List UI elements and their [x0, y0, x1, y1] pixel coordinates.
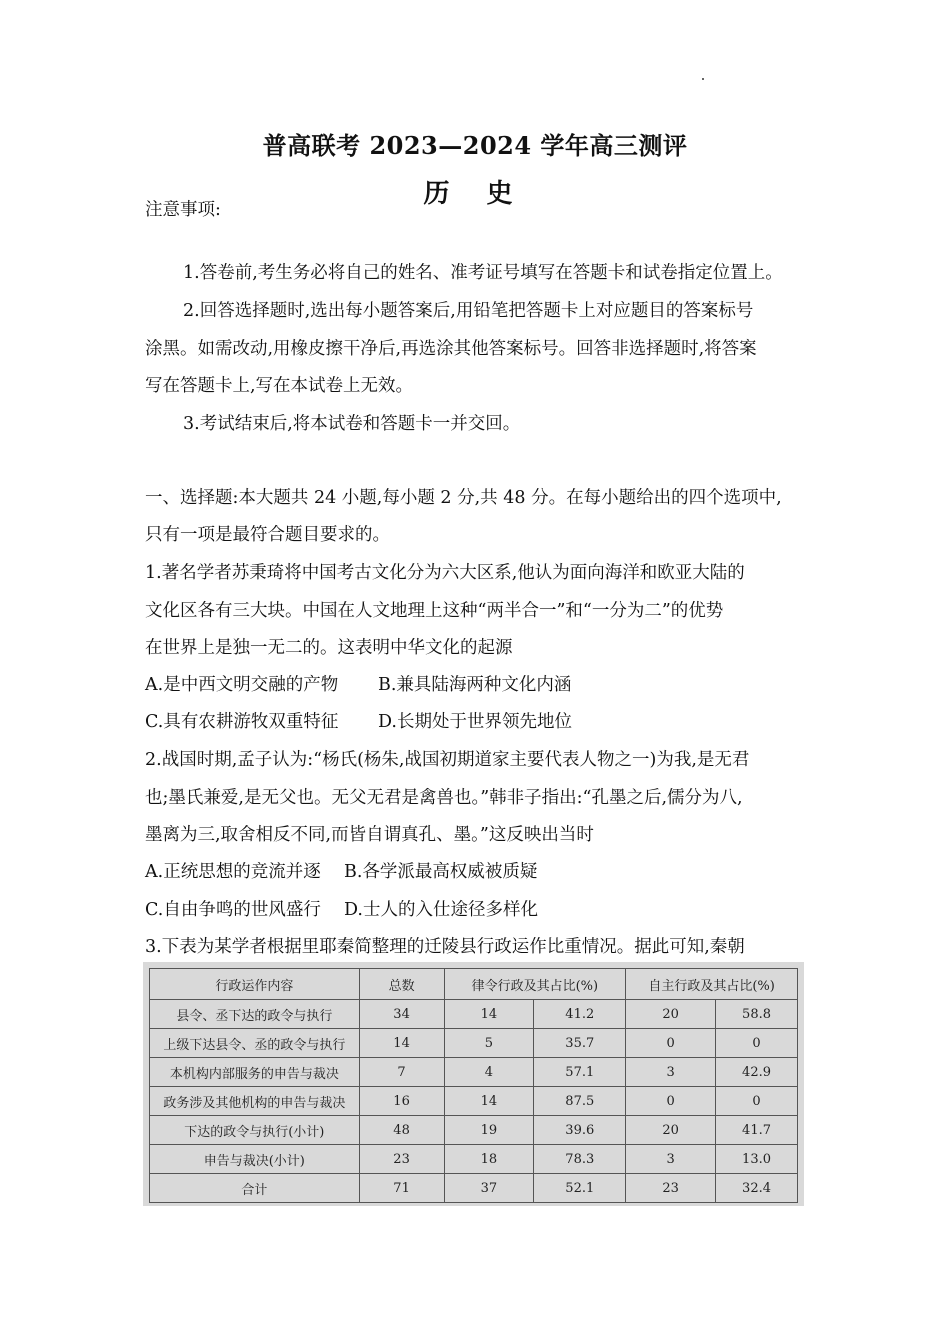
exam-title: 普高联考 2023—2024 学年高三测评	[262, 131, 688, 160]
table-row	[150, 1087, 798, 1116]
table-cell: 78.3	[534, 1145, 626, 1174]
section-instructions-line-1: 一、选择题:本大题共 24 小题,每小题 2 分,共 48 分。在每小题给出的四个选项中,	[145, 488, 782, 508]
subject-title: 历 史	[423, 179, 527, 209]
q3-stem-line-1: 3.下表为某学者根据里耶秦简整理的迁陵县行政运作比重情况。据此可知,秦朝	[145, 937, 745, 957]
table-cell: 39.6	[534, 1116, 626, 1145]
q1-option-b: B.兼具陆海两种文化内涵	[378, 675, 572, 695]
table-cell: 3	[626, 1145, 716, 1174]
q2-stem-line-3: 墨离为三,取舍相反不同,而皆自谓真孔、墨。”这反映出当时	[145, 825, 594, 845]
section-instructions-line-2: 只有一项是最符合题目要求的。	[145, 525, 390, 545]
q2-stem-line-1: 2.战国时期,孟子认为:“杨氏(杨朱,战国初期道家主要代表人物之一)为我,是无君	[145, 750, 750, 770]
table-cell: 0	[716, 1029, 798, 1058]
table-cell: 34	[359, 1000, 444, 1029]
table-cell: 58.8	[716, 1000, 798, 1029]
notice-item-1: 1.答卷前,考生务必将自己的姓名、准考证号填写在答题卡和试卷指定位置上。	[183, 263, 783, 283]
notice-item-2-line-2: 涂黑。如需改动,用橡皮擦干净后,再选涂其他答案标号。回答非选择题时,将答案	[145, 339, 757, 359]
table-cell: 48	[359, 1116, 444, 1145]
notice-heading: 注意事项:	[145, 200, 221, 220]
table-cell: 0	[626, 1029, 716, 1058]
q1-stem-line-1: 1.著名学者苏秉琦将中国考古文化分为六大区系,他认为面向海洋和欧亚大陆的	[145, 563, 745, 583]
table-cell: 14	[444, 1000, 534, 1029]
table-cell: 县令、丞下达的政令与执行	[150, 1000, 360, 1029]
q1-stem-line-2: 文化区各有三大块。中国在人文地理上这种“两半合一”和“一分为二”的优势	[145, 601, 724, 621]
admin-operation-table-photo	[143, 962, 804, 1206]
admin-operation-table	[149, 968, 798, 1203]
table-row	[150, 1029, 798, 1058]
table-cell: 23	[359, 1145, 444, 1174]
table-cell: 7	[359, 1058, 444, 1087]
table-cell: 37	[444, 1174, 534, 1203]
q2-option-c: C.自由争鸣的世风盛行	[145, 900, 321, 920]
table-header-row	[150, 969, 798, 1000]
table-cell: 14	[444, 1087, 534, 1116]
table-cell: 13.0	[716, 1145, 798, 1174]
table-cell: 上级下达县令、丞的政令与执行	[150, 1029, 360, 1058]
table-cell: 20	[626, 1116, 716, 1145]
notice-item-2-line-3: 写在答题卡上,写在本试卷上无效。	[145, 376, 414, 396]
table-cell: 23	[626, 1174, 716, 1203]
q2-stem-line-2: 也;墨氏兼爱,是无父也。无父无君是禽兽也。”韩非子指出:“孔墨之后,儒分为八,	[145, 788, 743, 808]
table-cell: 申告与裁决(小计)	[150, 1145, 360, 1174]
q1-stem-line-3: 在世界上是独一无二的。这表明中华文化的起源	[145, 638, 513, 658]
notice-item-3: 3.考试结束后,将本试卷和答题卡一并交回。	[183, 414, 521, 434]
header-statutory: 律令行政及其占比(%)	[444, 969, 626, 1000]
table-cell: 42.9	[716, 1058, 798, 1087]
table-cell: 18	[444, 1145, 534, 1174]
header-total: 总数	[359, 969, 444, 1000]
q1-option-c: C.具有农耕游牧双重特征	[145, 712, 339, 732]
table-cell: 52.1	[534, 1174, 626, 1203]
table-row	[150, 1116, 798, 1145]
table-cell: 合计	[150, 1174, 360, 1203]
table-cell: 32.4	[716, 1174, 798, 1203]
q2-option-b: B.各学派最高权威被质疑	[344, 862, 538, 882]
table-cell: 4	[444, 1058, 534, 1087]
table-row	[150, 1058, 798, 1087]
table-cell: 14	[359, 1029, 444, 1058]
table-cell: 19	[444, 1116, 534, 1145]
table-row	[150, 1000, 798, 1029]
q1-option-d: D.长期处于世界领先地位	[378, 712, 572, 732]
table-cell: 71	[359, 1174, 444, 1203]
table-cell: 16	[359, 1087, 444, 1116]
table-cell: 0	[716, 1087, 798, 1116]
table-cell: 5	[444, 1029, 534, 1058]
table-cell: 本机构内部服务的申告与裁决	[150, 1058, 360, 1087]
table-cell: 3	[626, 1058, 716, 1087]
table-row	[150, 1174, 798, 1203]
notice-item-2-line-1: 2.回答选择题时,选出每小题答案后,用铅笔把答题卡上对应题目的答案标号	[183, 301, 754, 321]
table-cell: 20	[626, 1000, 716, 1029]
table-cell: 0	[626, 1087, 716, 1116]
table-cell: 政务涉及其他机构的申告与裁决	[150, 1087, 360, 1116]
table-cell: 35.7	[534, 1029, 626, 1058]
header-autonomous: 自主行政及其占比(%)	[626, 969, 798, 1000]
q2-option-a: A.正统思想的竞流并逐	[145, 862, 321, 882]
scan-speck	[702, 78, 704, 80]
table-row	[150, 1145, 798, 1174]
header-content: 行政运作内容	[150, 969, 360, 1000]
q2-option-d: D.士人的入仕途径多样化	[344, 900, 538, 920]
table-cell: 87.5	[534, 1087, 626, 1116]
table-cell: 41.7	[716, 1116, 798, 1145]
q1-option-a: A.是中西文明交融的产物	[145, 675, 339, 695]
table-cell: 41.2	[534, 1000, 626, 1029]
table-cell: 下达的政令与执行(小计)	[150, 1116, 360, 1145]
table-cell: 57.1	[534, 1058, 626, 1087]
